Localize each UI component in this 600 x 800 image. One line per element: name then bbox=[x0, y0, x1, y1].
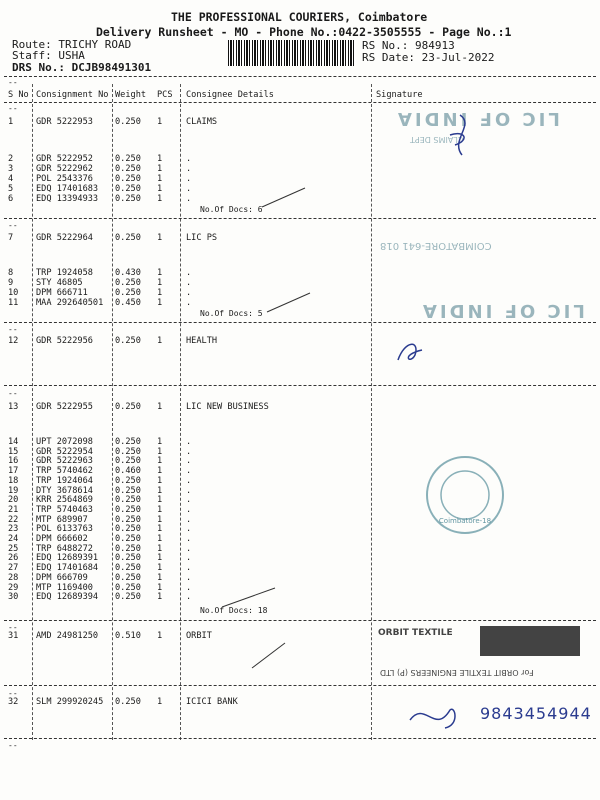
tick-mark bbox=[265, 290, 315, 315]
row-sno: 23 bbox=[8, 524, 19, 535]
row-weight: 0.250 bbox=[115, 504, 141, 515]
signature-icon bbox=[405, 700, 465, 735]
row-sno: 25 bbox=[8, 543, 19, 554]
table-row bbox=[0, 233, 600, 244]
row-details: CLAIMS bbox=[186, 117, 218, 127]
row-pcs: 1 bbox=[157, 268, 163, 278]
row-pcs: 1 bbox=[157, 475, 163, 486]
row-weight: 0.250 bbox=[115, 336, 141, 346]
divider bbox=[4, 102, 596, 103]
row-details: . bbox=[186, 437, 192, 447]
row-weight: 0.250 bbox=[115, 485, 141, 496]
col-pcs-header: PCS bbox=[157, 90, 173, 100]
dash-mark: -- bbox=[8, 689, 18, 698]
row-consignment: EDQ 17401683 bbox=[36, 184, 99, 194]
row-weight: 0.430 bbox=[115, 268, 141, 278]
row-consignment: EDQ 13394933 bbox=[36, 194, 99, 204]
table-row bbox=[0, 402, 600, 413]
row-weight: 0.250 bbox=[115, 543, 141, 554]
row-pcs: 1 bbox=[157, 534, 163, 544]
row-consignment: UPT 2072098 bbox=[36, 437, 93, 447]
row-pcs: 1 bbox=[157, 174, 163, 184]
row-pcs: 1 bbox=[157, 631, 163, 641]
tick-mark bbox=[250, 640, 290, 670]
row-pcs: 1 bbox=[157, 697, 163, 707]
row-sno: 16 bbox=[8, 456, 19, 467]
row-weight: 0.250 bbox=[115, 495, 141, 506]
row-consignment: GDR 5222954 bbox=[36, 446, 93, 457]
row-sno: 3 bbox=[8, 164, 14, 174]
row-weight: 0.250 bbox=[115, 233, 141, 243]
row-consignment: DPM 666709 bbox=[36, 572, 88, 583]
row-details: . bbox=[186, 582, 192, 593]
row-consignment: GDR 5222952 bbox=[36, 154, 93, 164]
row-details: . bbox=[186, 592, 192, 603]
row-details: . bbox=[186, 504, 192, 515]
row-consignment: GDR 5222953 bbox=[36, 117, 93, 127]
row-details: . bbox=[186, 553, 192, 564]
col-sno-header: S No bbox=[8, 90, 29, 100]
row-sno: 27 bbox=[8, 563, 19, 574]
row-pcs: 1 bbox=[157, 184, 163, 194]
row-details: . bbox=[186, 495, 192, 506]
row-pcs: 1 bbox=[157, 524, 163, 535]
dash-mark: -- bbox=[8, 325, 18, 334]
row-sno: 22 bbox=[8, 514, 19, 525]
row-sno: 7 bbox=[8, 233, 14, 243]
row-weight: 0.250 bbox=[115, 582, 141, 593]
row-pcs: 1 bbox=[157, 437, 163, 447]
row-consignment: DTY 3678614 bbox=[36, 485, 93, 496]
row-sno: 2 bbox=[8, 154, 14, 164]
row-consignment: MAA 292640501 bbox=[36, 298, 104, 308]
row-pcs: 1 bbox=[157, 233, 163, 243]
row-sno: 1 bbox=[8, 117, 14, 127]
signature-icon bbox=[440, 110, 480, 160]
row-sno: 26 bbox=[8, 553, 19, 564]
round-stamp-text: Coimbatore-18 bbox=[438, 517, 492, 525]
row-details: LIC NEW BUSINESS bbox=[186, 402, 269, 412]
row-weight: 0.250 bbox=[115, 117, 141, 127]
row-sno: 6 bbox=[8, 194, 14, 204]
lic-stamp-dept: CLAIMS DEPT bbox=[410, 135, 464, 144]
row-details: . bbox=[186, 524, 192, 535]
row-weight: 0.460 bbox=[115, 466, 141, 477]
row-pcs: 1 bbox=[157, 446, 163, 457]
row-weight: 0.250 bbox=[115, 164, 141, 174]
row-sno: 21 bbox=[8, 504, 19, 515]
row-consignment: TRP 5740463 bbox=[36, 504, 93, 515]
row-sno: 32 bbox=[8, 697, 19, 707]
col-consignment-header: Consignment No bbox=[36, 90, 109, 100]
row-details: . bbox=[186, 268, 192, 278]
row-pcs: 1 bbox=[157, 485, 163, 496]
row-consignment: MTP 689907 bbox=[36, 514, 88, 525]
row-weight: 0.250 bbox=[115, 475, 141, 486]
row-sno: 19 bbox=[8, 485, 19, 496]
row-pcs: 1 bbox=[157, 194, 163, 204]
row-sno: 29 bbox=[8, 582, 19, 593]
col-details-header: Consignee Details bbox=[186, 90, 274, 100]
row-pcs: 1 bbox=[157, 298, 163, 308]
drs-number: DRS No.: DCJB98491301 bbox=[12, 61, 152, 74]
row-pcs: 1 bbox=[157, 402, 163, 412]
divider bbox=[4, 685, 596, 686]
row-details: . bbox=[186, 154, 192, 164]
row-pcs: 1 bbox=[157, 154, 163, 164]
row-weight: 0.250 bbox=[115, 446, 141, 457]
lic-stamp: LIC OF INDIA bbox=[395, 108, 560, 129]
row-sno: 24 bbox=[8, 534, 19, 544]
divider bbox=[4, 620, 596, 621]
round-stamp-inner bbox=[441, 471, 489, 519]
row-details: ICICI BANK bbox=[186, 697, 238, 707]
row-details: . bbox=[186, 534, 192, 544]
company-title: THE PROFESSIONAL COURIERS, Coimbatore bbox=[171, 10, 428, 24]
table-row bbox=[0, 336, 600, 347]
divider bbox=[4, 738, 596, 739]
row-consignment: GDR 5222963 bbox=[36, 456, 93, 467]
row-weight: 0.510 bbox=[115, 631, 141, 641]
col-signature-header: Signature bbox=[376, 90, 423, 100]
row-pcs: 1 bbox=[157, 543, 163, 554]
row-details: LIC PS bbox=[186, 233, 218, 243]
row-sno: 31 bbox=[8, 631, 19, 641]
row-details: . bbox=[186, 164, 192, 174]
runsheet-title: Delivery Runsheet - MO - Phone No.:0422-3505555 - Page No.:1 bbox=[96, 25, 512, 39]
row-sno: 4 bbox=[8, 174, 14, 184]
divider bbox=[4, 76, 596, 77]
row-details: . bbox=[186, 194, 192, 204]
divider bbox=[4, 218, 596, 219]
row-pcs: 1 bbox=[157, 592, 163, 603]
row-details: . bbox=[186, 174, 192, 184]
row-sno: 17 bbox=[8, 466, 19, 477]
row-details: . bbox=[186, 456, 192, 467]
orbit-stamp-block bbox=[480, 626, 580, 656]
row-details: HEALTH bbox=[186, 336, 218, 346]
docs-count: No.Of Docs: 5 bbox=[200, 309, 263, 318]
docs-count: No.Of Docs: 18 bbox=[200, 606, 268, 615]
row-pcs: 1 bbox=[157, 553, 163, 564]
row-details: . bbox=[186, 514, 192, 525]
row-consignment: GDR 5222964 bbox=[36, 233, 93, 243]
row-consignment: TRP 6488272 bbox=[36, 543, 93, 554]
row-pcs: 1 bbox=[157, 495, 163, 506]
col-weight-header: Weight bbox=[115, 90, 147, 100]
row-consignment: TRP 1924064 bbox=[36, 475, 93, 486]
row-weight: 0.250 bbox=[115, 456, 141, 467]
row-weight: 0.450 bbox=[115, 298, 141, 308]
lic-stamp: LIC OF INDIA bbox=[420, 300, 585, 321]
row-consignment: KRR 2564869 bbox=[36, 495, 93, 506]
row-sno: 10 bbox=[8, 288, 19, 298]
row-sno: 20 bbox=[8, 495, 19, 506]
orbit-stamp: ORBIT TEXTILE bbox=[378, 628, 453, 638]
row-consignment: EDQ 12689391 bbox=[36, 553, 99, 564]
row-consignment: EDQ 12689394 bbox=[36, 592, 99, 603]
row-consignment: GDR 5222956 bbox=[36, 336, 93, 346]
row-weight: 0.250 bbox=[115, 514, 141, 525]
row-details: . bbox=[186, 298, 192, 308]
row-sno: 8 bbox=[8, 268, 14, 278]
row-weight: 0.250 bbox=[115, 592, 141, 603]
row-weight: 0.250 bbox=[115, 184, 141, 194]
row-weight: 0.250 bbox=[115, 174, 141, 184]
tick-mark bbox=[220, 585, 280, 610]
tick-mark bbox=[260, 185, 310, 210]
row-details: . bbox=[186, 572, 192, 583]
row-consignment: SLM 299920245 bbox=[36, 697, 104, 707]
row-weight: 0.250 bbox=[115, 402, 141, 412]
row-consignment: POL 6133763 bbox=[36, 524, 93, 535]
dash-mark: -- bbox=[8, 741, 18, 750]
row-consignment: DPM 666711 bbox=[36, 288, 88, 298]
row-pcs: 1 bbox=[157, 278, 163, 288]
row-sno: 28 bbox=[8, 572, 19, 583]
row-pcs: 1 bbox=[157, 563, 163, 574]
row-pcs: 1 bbox=[157, 582, 163, 593]
row-consignment: POL 2543376 bbox=[36, 174, 93, 184]
column-header-row bbox=[0, 90, 600, 101]
row-consignment: TRP 1924058 bbox=[36, 268, 93, 278]
row-pcs: 1 bbox=[157, 456, 163, 467]
row-details: . bbox=[186, 466, 192, 477]
row-details: . bbox=[186, 485, 192, 496]
dash-mark: -- bbox=[8, 104, 18, 113]
row-sno: 9 bbox=[8, 278, 14, 288]
row-weight: 0.250 bbox=[115, 194, 141, 204]
row-pcs: 1 bbox=[157, 288, 163, 298]
row-details: . bbox=[186, 278, 192, 288]
row-weight: 0.250 bbox=[115, 288, 141, 298]
row-weight: 0.250 bbox=[115, 437, 141, 447]
row-pcs: 1 bbox=[157, 336, 163, 346]
row-details: . bbox=[186, 184, 192, 194]
row-pcs: 1 bbox=[157, 164, 163, 174]
round-stamp bbox=[420, 450, 510, 540]
row-consignment: TRP 5740462 bbox=[36, 466, 93, 477]
orbit-stamp-company: For ORBIT TEXTILE ENGINEERS (P) LTD bbox=[380, 668, 534, 677]
row-weight: 0.250 bbox=[115, 278, 141, 288]
row-sno: 18 bbox=[8, 475, 19, 486]
handwritten-phone: 9843454944 bbox=[480, 704, 592, 723]
row-consignment: AMD 24981250 bbox=[36, 631, 99, 641]
row-weight: 0.250 bbox=[115, 534, 141, 544]
row-details: . bbox=[186, 475, 192, 486]
row-sno: 30 bbox=[8, 592, 19, 603]
lic-stamp-address: COIMBATORE-641 018 bbox=[380, 240, 492, 251]
staff-label: Staff: USHA bbox=[12, 49, 85, 62]
row-consignment: GDR 5222962 bbox=[36, 164, 93, 174]
row-consignment: STY 46805 bbox=[36, 278, 83, 288]
row-details: . bbox=[186, 288, 192, 298]
row-sno: 12 bbox=[8, 336, 19, 346]
row-consignment: GDR 5222955 bbox=[36, 402, 93, 412]
row-consignment: EDQ 17401684 bbox=[36, 563, 99, 574]
row-consignment: DPM 666602 bbox=[36, 534, 88, 544]
signature-icon bbox=[390, 330, 430, 370]
dash-mark: -- bbox=[8, 623, 18, 632]
row-sno: 15 bbox=[8, 446, 19, 457]
row-weight: 0.250 bbox=[115, 553, 141, 564]
dash-mark: -- bbox=[8, 389, 18, 398]
row-weight: 0.250 bbox=[115, 154, 141, 164]
row-weight: 0.250 bbox=[115, 563, 141, 574]
row-sno: 14 bbox=[8, 437, 19, 447]
row-details: . bbox=[186, 446, 192, 457]
row-details: ORBIT bbox=[186, 631, 212, 641]
route-label: Route: TRICHY ROAD bbox=[12, 38, 132, 51]
barcode bbox=[228, 40, 356, 66]
divider bbox=[4, 322, 596, 323]
row-weight: 0.250 bbox=[115, 524, 141, 535]
dash-mark: -- bbox=[8, 221, 18, 230]
row-weight: 0.250 bbox=[115, 697, 141, 707]
rs-date: RS Date: 23-Jul-2022 bbox=[362, 51, 495, 64]
row-pcs: 1 bbox=[157, 514, 163, 525]
row-pcs: 1 bbox=[157, 117, 163, 127]
docs-count: No.Of Docs: 6 bbox=[200, 205, 263, 214]
row-pcs: 1 bbox=[157, 572, 163, 583]
table-row bbox=[0, 592, 600, 603]
row-pcs: 1 bbox=[157, 504, 163, 515]
row-consignment: MTP 1169400 bbox=[36, 582, 93, 593]
divider bbox=[4, 385, 596, 386]
row-details: . bbox=[186, 563, 192, 574]
row-weight: 0.250 bbox=[115, 572, 141, 583]
row-sno: 13 bbox=[8, 402, 19, 412]
rs-number: RS No.: 984913 bbox=[362, 39, 455, 52]
row-pcs: 1 bbox=[157, 466, 163, 477]
dash-mark: -- bbox=[8, 78, 18, 87]
row-sno: 11 bbox=[8, 298, 19, 308]
row-details: . bbox=[186, 543, 192, 554]
row-sno: 5 bbox=[8, 184, 14, 194]
